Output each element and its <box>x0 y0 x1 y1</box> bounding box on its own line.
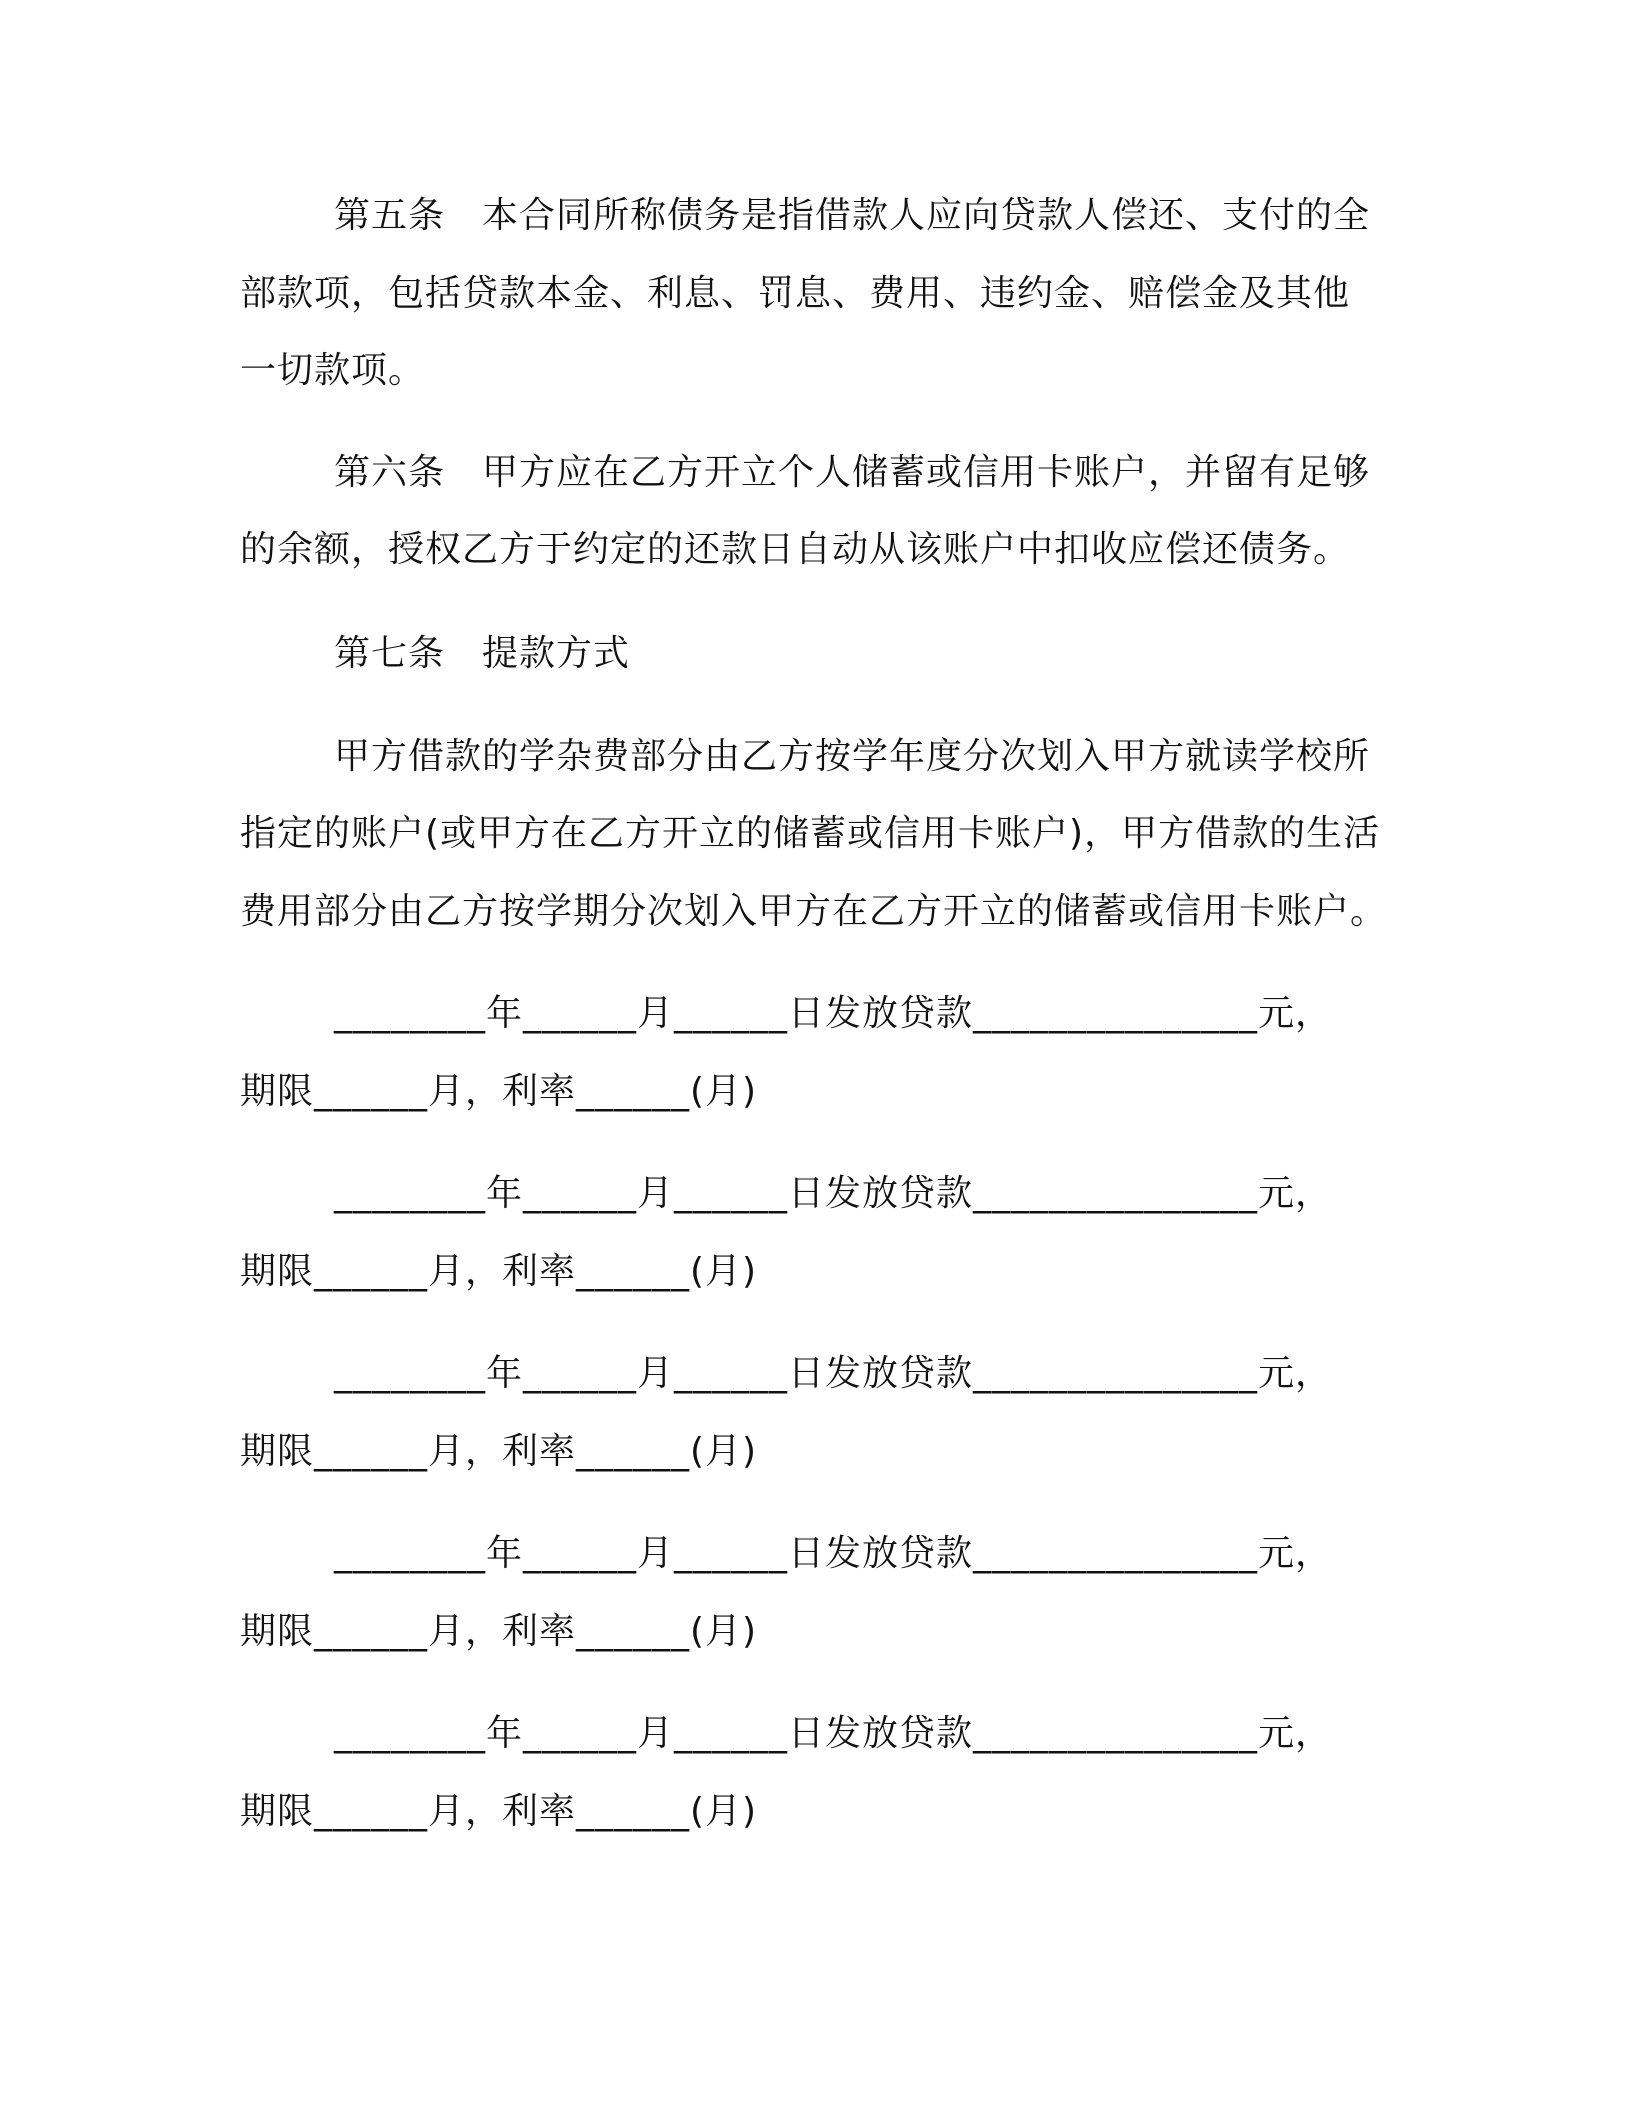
article5-line2: 部款项，包括贷款本金、利息、罚息、费用、违约金、赔偿金及其他 <box>240 273 1351 314</box>
article7-line1: 甲方借款的学杂费部分由乙方按学年度分次划入甲方就读学校所 <box>334 736 1371 777</box>
disbursement-5-line2: 期限______月，利率______(月) <box>240 1791 758 1832</box>
disbursement-5-line1: ________年______月______日发放贷款_______________元， <box>334 1713 1333 1754</box>
disbursement-1-line2: 期限______月，利率______(月) <box>240 1071 758 1112</box>
disbursement-1-line1: ________年______月______日发放贷款_______________元， <box>334 993 1333 1034</box>
disbursement-4-line1: ________年______月______日发放贷款_______________元， <box>334 1533 1333 1574</box>
article7-heading: 第七条 提款方式 <box>334 633 631 674</box>
article6-line2: 的余额，授权乙方于约定的还款日自动从该账户中扣收应偿还债务。 <box>240 529 1351 570</box>
disbursement-3-line1: ________年______月______日发放贷款_______________元， <box>334 1353 1333 1394</box>
disbursement-3-line2: 期限______月，利率______(月) <box>240 1431 758 1472</box>
article6-line1: 第六条 甲方应在乙方开立个人储蓄或信用卡账户，并留有足够 <box>334 452 1371 493</box>
article7-line2: 指定的账户(或甲方在乙方开立的储蓄或信用卡账户)，甲方借款的生活 <box>240 813 1381 854</box>
disbursement-4-line2: 期限______月，利率______(月) <box>240 1611 758 1652</box>
disbursement-2-line1: ________年______月______日发放贷款_______________元， <box>334 1173 1333 1214</box>
article7-line3: 费用部分由乙方按学期分次划入甲方在乙方开立的储蓄或信用卡账户。 <box>240 891 1388 932</box>
article5-line1: 第五条 本合同所称债务是指借款人应向贷款人偿还、支付的全 <box>334 195 1371 236</box>
article5-line3: 一切款项。 <box>240 350 426 391</box>
disbursement-2-line2: 期限______月，利率______(月) <box>240 1251 758 1292</box>
